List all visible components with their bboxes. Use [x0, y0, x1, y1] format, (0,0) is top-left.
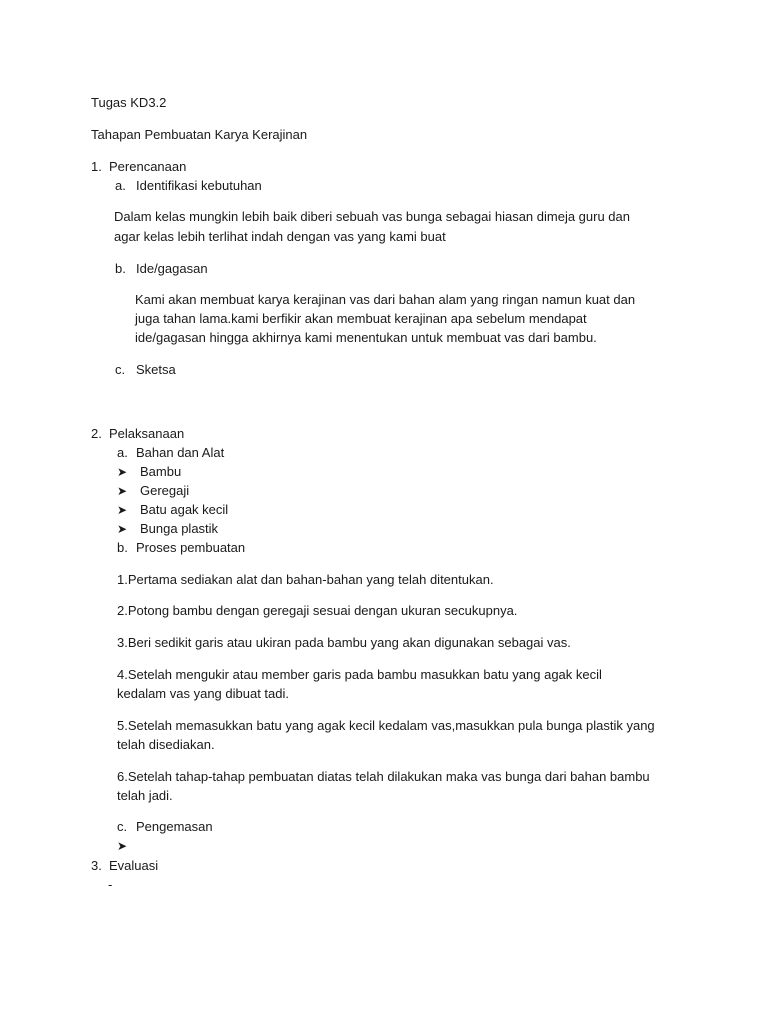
arrow-bullet-icon: ➤ [117, 465, 128, 479]
arrow-bullet-icon: ➤ [117, 484, 128, 498]
paragraph-line: ide/gagasan hingga akhirnya kami menentukan untuk membuat vas dari bambu. [135, 330, 597, 345]
subsection-label: Sketsa [136, 362, 176, 377]
step-line: telah jadi. [117, 788, 173, 803]
list-marker: a. [115, 178, 126, 193]
section-heading: Evaluasi [109, 858, 159, 873]
list-marker: a. [117, 445, 128, 460]
step-line: kedalam vas yang dibuat tadi. [117, 686, 289, 701]
paragraph-line: juga tahan lama.kami berfikir akan membuat kerajinan apa sebelum mendapat [135, 311, 587, 326]
step-line: 6.Setelah tahap-tahap pembuatan diatas telah dilakukan maka vas bunga dari bahan bambu [117, 769, 650, 784]
dash-marker: - [108, 877, 113, 892]
subsection-label: Bahan dan Alat [136, 445, 225, 460]
section-number: 1. [91, 159, 102, 174]
section-heading: Pelaksanaan [109, 426, 185, 441]
list-marker: c. [115, 362, 126, 377]
subsection-label: Proses pembuatan [136, 540, 246, 555]
list-marker: b. [117, 540, 128, 555]
subsection-label: Ide/gagasan [136, 261, 208, 276]
step-line: 5.Setelah memasukkan batu yang agak kecil kedalam vas,masukkan pula bunga plastik yang [117, 718, 655, 733]
subsection-label: Pengemasan [136, 819, 213, 834]
arrow-bullet-icon: ➤ [117, 839, 128, 853]
section-number: 2. [91, 426, 102, 441]
paragraph-line: Kami akan membuat karya kerajinan vas dari bahan alam yang ringan namun kuat dan [135, 292, 636, 307]
arrow-bullet-icon: ➤ [117, 503, 128, 517]
paragraph-line: agar kelas lebih terlihat indah dengan vas yang kami buat [114, 229, 446, 244]
list-item: Bunga plastik [140, 521, 219, 536]
document-subtitle: Tahapan Pembuatan Karya Kerajinan [91, 127, 308, 142]
list-item: Bambu [140, 464, 182, 479]
step-line: 1.Pertama sediakan alat dan bahan-bahan yang telah ditentukan. [117, 572, 494, 587]
step-line: 4.Setelah mengukir atau member garis pada bambu masukkan batu yang agak kecil [117, 667, 602, 682]
section-number: 3. [91, 858, 102, 873]
list-item: Geregaji [140, 483, 190, 498]
list-marker: b. [115, 261, 126, 276]
step-line: 2.Potong bambu dengan geregaji sesuai dengan ukuran secukupnya. [117, 603, 518, 618]
step-line: telah disediakan. [117, 737, 215, 752]
section-heading: Perencanaan [109, 159, 187, 174]
paragraph-line: Dalam kelas mungkin lebih baik diberi sebuah vas bunga sebagai hiasan dimeja guru dan [114, 209, 630, 224]
arrow-bullet-icon: ➤ [117, 522, 128, 536]
subsection-label: Identifikasi kebutuhan [136, 178, 262, 193]
list-item: Batu agak kecil [140, 502, 229, 517]
list-marker: c. [117, 819, 128, 834]
step-line: 3.Beri sedikit garis atau ukiran pada bambu yang akan digunakan sebagai vas. [117, 635, 571, 650]
document-title: Tugas KD3.2 [91, 95, 167, 110]
